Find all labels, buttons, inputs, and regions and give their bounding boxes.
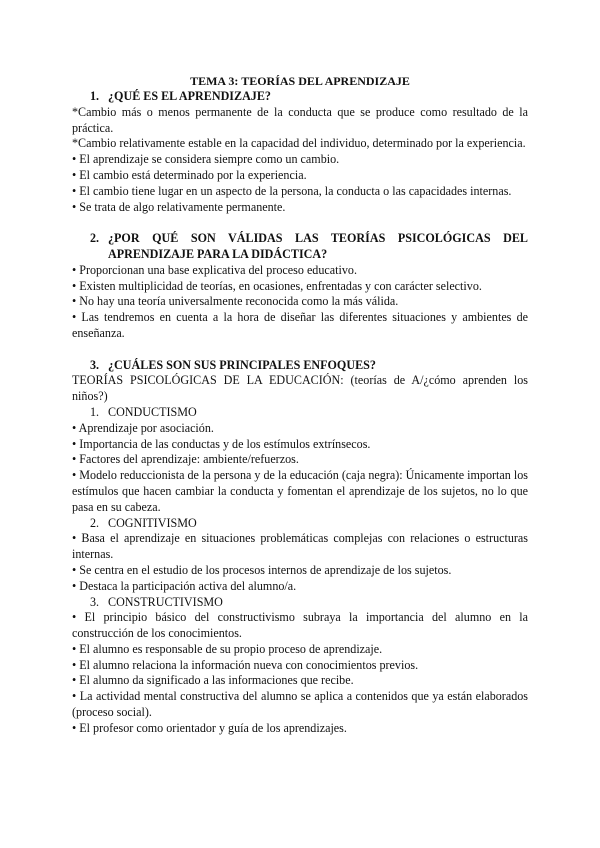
bullet-item: • Destaca la participación activa del alumno/a.: [72, 578, 297, 593]
bullet-item: • El alumno es responsable de su propio proceso de aprendizaje.: [72, 641, 383, 656]
section-3-heading: [72, 358, 528, 374]
section-1-number: 1.: [90, 89, 100, 103]
bullet-item: • Modelo reduccionista de la persona y de la educación (caja negra): Únicamente importan los estímulos que hacen cambiar la conducta y fomentan el aprendizaje de los sujetos, no lo que pasa en su cabeza.: [72, 468, 528, 514]
approach-3-number: 3.: [90, 594, 100, 609]
approach-1-name: CONDUCTISMO: [108, 404, 197, 419]
bullet-item: • Las tendremos en cuenta a la hora de diseñar las diferentes situaciones y ambientes de enseñanza.: [72, 310, 528, 340]
section-2-heading: [72, 231, 528, 263]
bullet-item: • Se trata de algo relativamente permanente.: [72, 199, 286, 214]
paragraph: *Cambio relativamente estable en la capacidad del individuo, determinado por la experiencia.: [72, 136, 526, 151]
section-3-intro: TEORÍAS PSICOLÓGICAS DE LA EDUCACIÓN: (teorías de A/¿cómo aprenden los niños?): [72, 373, 528, 404]
bullet-item: • El cambio tiene lugar en un aspecto de la persona, la conducta o las capacidades internas.: [72, 183, 512, 198]
section-1-title: ¿QUÉ ES EL APRENDIZAJE?: [108, 89, 271, 103]
approach-1-heading: [72, 405, 528, 421]
bullet-item: • El aprendizaje se considera siempre como un cambio.: [72, 152, 340, 167]
paragraph: *Cambio más o menos permanente de la conducta que se produce como resultado de la práctica.: [72, 104, 528, 135]
section-2-number: 2.: [90, 231, 100, 246]
approach-3-name: CONSTRUCTIVISMO: [108, 594, 223, 609]
bullet-item: • Aprendizaje por asociación.: [72, 420, 214, 435]
section-3-title: ¿CUÁLES SON SUS PRINCIPALES ENFOQUES?: [108, 357, 376, 372]
approach-3-heading: [72, 595, 528, 611]
bullet-item: • Existen multiplicidad de teorías, en ocasiones, enfrentadas y con carácter selectivo.: [72, 278, 482, 293]
bullet-item: • Basa el aprendizaje en situaciones problemáticas complejas con relaciones o estructuras internas.: [72, 531, 528, 562]
bullet-item: • Proporcionan una base explicativa del proceso educativo.: [72, 262, 357, 277]
bullet-item: • Factores del aprendizaje: ambiente/refuerzos.: [72, 452, 299, 467]
bullet-item: • El alumno relaciona la información nueva con conocimientos previos.: [72, 657, 419, 672]
bullet-item: • La actividad mental constructiva del alumno se aplica a contenidos que ya están elaborados (proceso social).: [72, 689, 528, 720]
document-title: TEMA 3: TEORÍAS DEL APRENDIZAJE: [190, 74, 410, 88]
approach-2-heading: [72, 516, 528, 532]
bullet-item: • El cambio está determinado por la experiencia.: [72, 167, 307, 182]
approach-2-name: COGNITIVISMO: [108, 515, 197, 530]
bullet-item: • Importancia de las conductas y de los estímulos extrínsecos.: [72, 436, 371, 451]
bullet-item: • Se centra en el estudio de los procesos internos de aprendizaje de los sujetos.: [72, 562, 452, 577]
bullet-item: • No hay una teoría universalmente reconocida como la más válida.: [72, 294, 399, 309]
section-2-title: ¿POR QUÉ SON VÁLIDAS LAS TEORÍAS PSICOLÓGICAS DEL APRENDIZAJE PARA LA DIDÁCTICA?: [108, 231, 528, 261]
approach-1-number: 1.: [90, 404, 100, 419]
section-3-number: 3.: [90, 357, 100, 372]
section-1-heading: [72, 89, 528, 105]
bullet-item: • El profesor como orientador y guía de los aprendizajes.: [72, 720, 347, 735]
bullet-item: • El alumno da significado a las informaciones que recibe.: [72, 673, 354, 688]
approach-2-number: 2.: [90, 515, 100, 530]
bullet-item: • El principio básico del constructivismo subraya la importancia del alumno en la construcción de los conocimientos.: [72, 610, 528, 641]
document-body: [72, 89, 528, 737]
